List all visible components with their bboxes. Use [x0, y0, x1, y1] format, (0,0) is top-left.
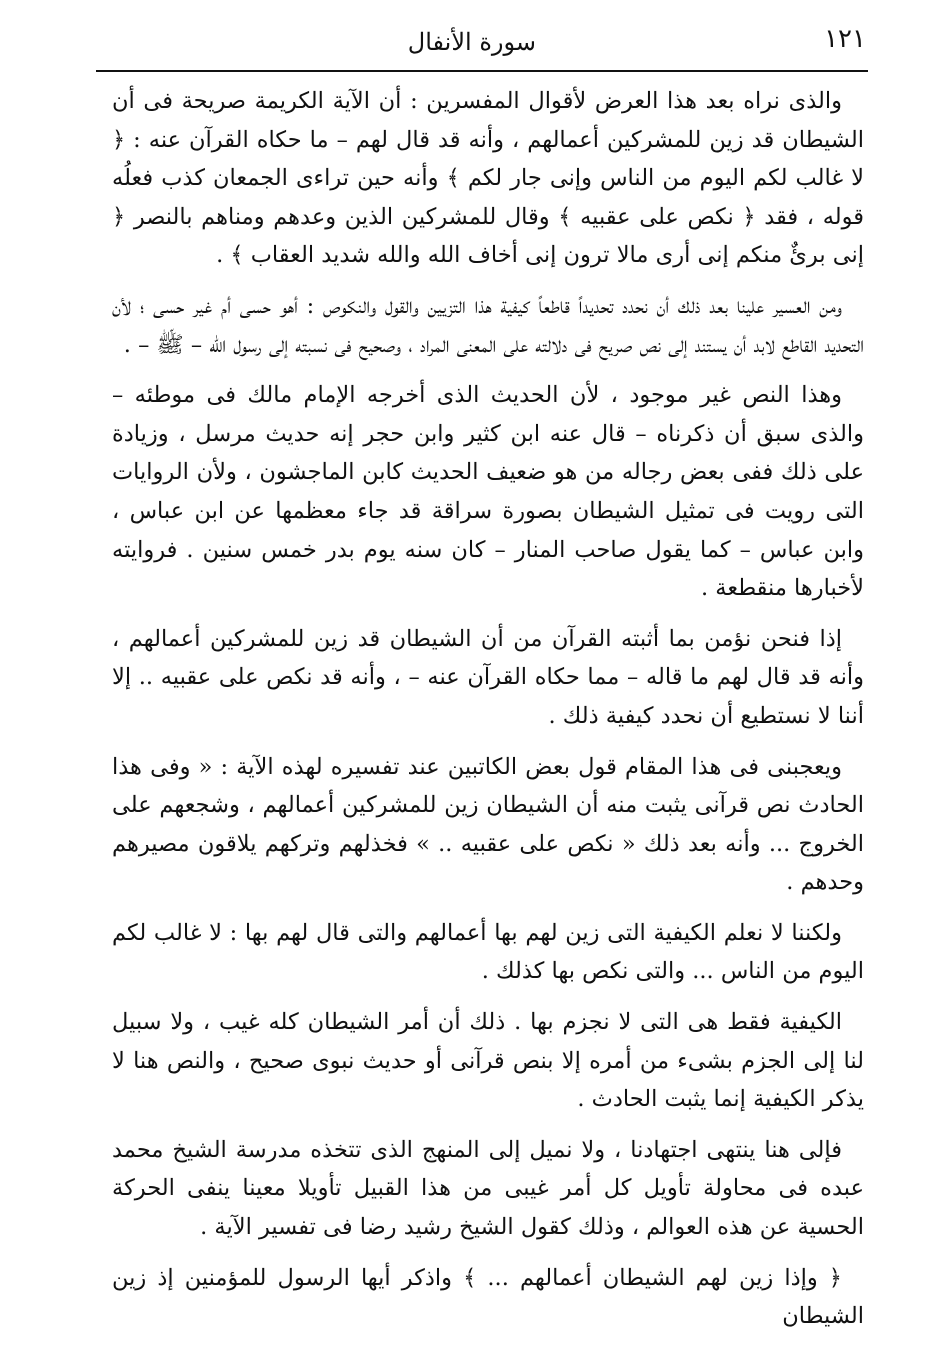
paragraph-5: ويعجبنى فى هذا المقام قول بعض الكاتبين عند تفسيره لهذه الآية : « وفى هذا الحادث نص قرآنى يثبت منه أن الشيطان زين للمشركين أعمالهم ، وشجعهم على الخروج ... وأنه بعد ذلك « نكص على عقبيه .. » فخذلهم وتركهم يلاقون مصيرهم وحدهم . [112, 753, 864, 896]
paragraph-9: ﴿ وإذا زين لهم الشيطان أعمالهم ... ﴾ واذكر أيها الرسول للمؤمنين إذ زين الشيطان [112, 1264, 864, 1330]
paragraph-8: فإلى هنا ينتهى اجتهادنا ، ولا نميل إلى المنهج الذى تتخذه مدرسة الشيخ محمد عبده فى محاولة تأويل كل أمر غيبى من هذا القبيل تأويلا معينا ينفى الحركة الحسية عن هذه العوالم ، وذلك كقول الشيخ رشيد رضا فى تفسير الآية . [112, 1136, 864, 1241]
paragraph-6: ولكننا لا نعلم الكيفية التى زين لهم بها أعمالهم والتى قال لهم بها : لا غالب لكم اليوم من الناس ... والتى نكص بها كذلك . [112, 919, 864, 985]
page-body [112, 82, 864, 1348]
header-rule [96, 70, 868, 72]
running-title: سورة الأنفال [407, 28, 536, 56]
paragraph-7: الكيفية فقط هى التى لا نجزم بها . ذلك أن أمر الشيطان كله غيب ، ولا سبيل لنا إلى الجزم بشىء من أمره إلا بنص قرآنى أو حديث نبوى صحيح ، والنص هنا لا يذكر الكيفية إنما يثبت الحادث . [112, 1009, 864, 1113]
paragraph-1: والذى نراه بعد هذا العرض لأقوال المفسرين : أن الآية الكريمة صريحة فى أن الشيطان قد زين للمشركين أعمالهم ، وأنه قد قال لهم – ما حكاه القرآن عنه : ﴿ لا غالب لكم اليوم من الناس وإنى جار لكم ﴾ وأنه حين تراءى الجمعان كذب فعلُه قوله ، فقد ﴿ نكص على عقبيه ﴾ وقال للمشركين الذين وعدهم ومناهم بالنصر ﴿ إنى برئٌ منكم إنى أرى مالا ترون إنى أخاف الله والله شديد العقاب ﴾ . [112, 88, 864, 269]
paragraph-4: إذا فنحن نؤمن بما أثبته القرآن من أن الشيطان قد زين للمشركين أعمالهم ، وأنه قد قال لهم ما قاله – مما حكاه القرآن عنه – ، وأنه قد نكص على عقبيه .. إلا أننا لا نستطيع أن نحدد كيفية ذلك . [112, 625, 864, 729]
paragraph-3: وهذا النص غير موجود ، لأن الحديث الذى أخرجه الإمام مالك فى موطئه – والذى سبق أن ذكرناه – قال عنه ابن كثير وابن حجر إنه حديث مرسل ، وزيادة على ذلك ففى بعض رجاله من هو ضعيف الحديث كابن الماجشون ، ولأن الروايات التى رويت فى تمثيل الشيطان بصورة سراقة قد جاء معظمها عن ابن عباس ، وابن عباس – كما يقول صاحب المنار – كان سنه يوم بدر خمس سنين . فروايته لأخبارها منقطعة . [112, 382, 864, 602]
page-header [96, 18, 866, 66]
paragraph-2: ومن العسير علينا بعد ذلك أن نحدد تحديداً قاطعاً كيفية هذا التزيين والقول والنكوص : أهو حسى أم غير حسى ؛ لأن التحديد القاطع لابد أن يستند إلى نص صريح فى دلالته على المعنى المراد ، وصحيح فى نسبته إلى رسول الله – ﷺ – . [112, 292, 864, 358]
page-number: ١٢١ [824, 24, 866, 54]
